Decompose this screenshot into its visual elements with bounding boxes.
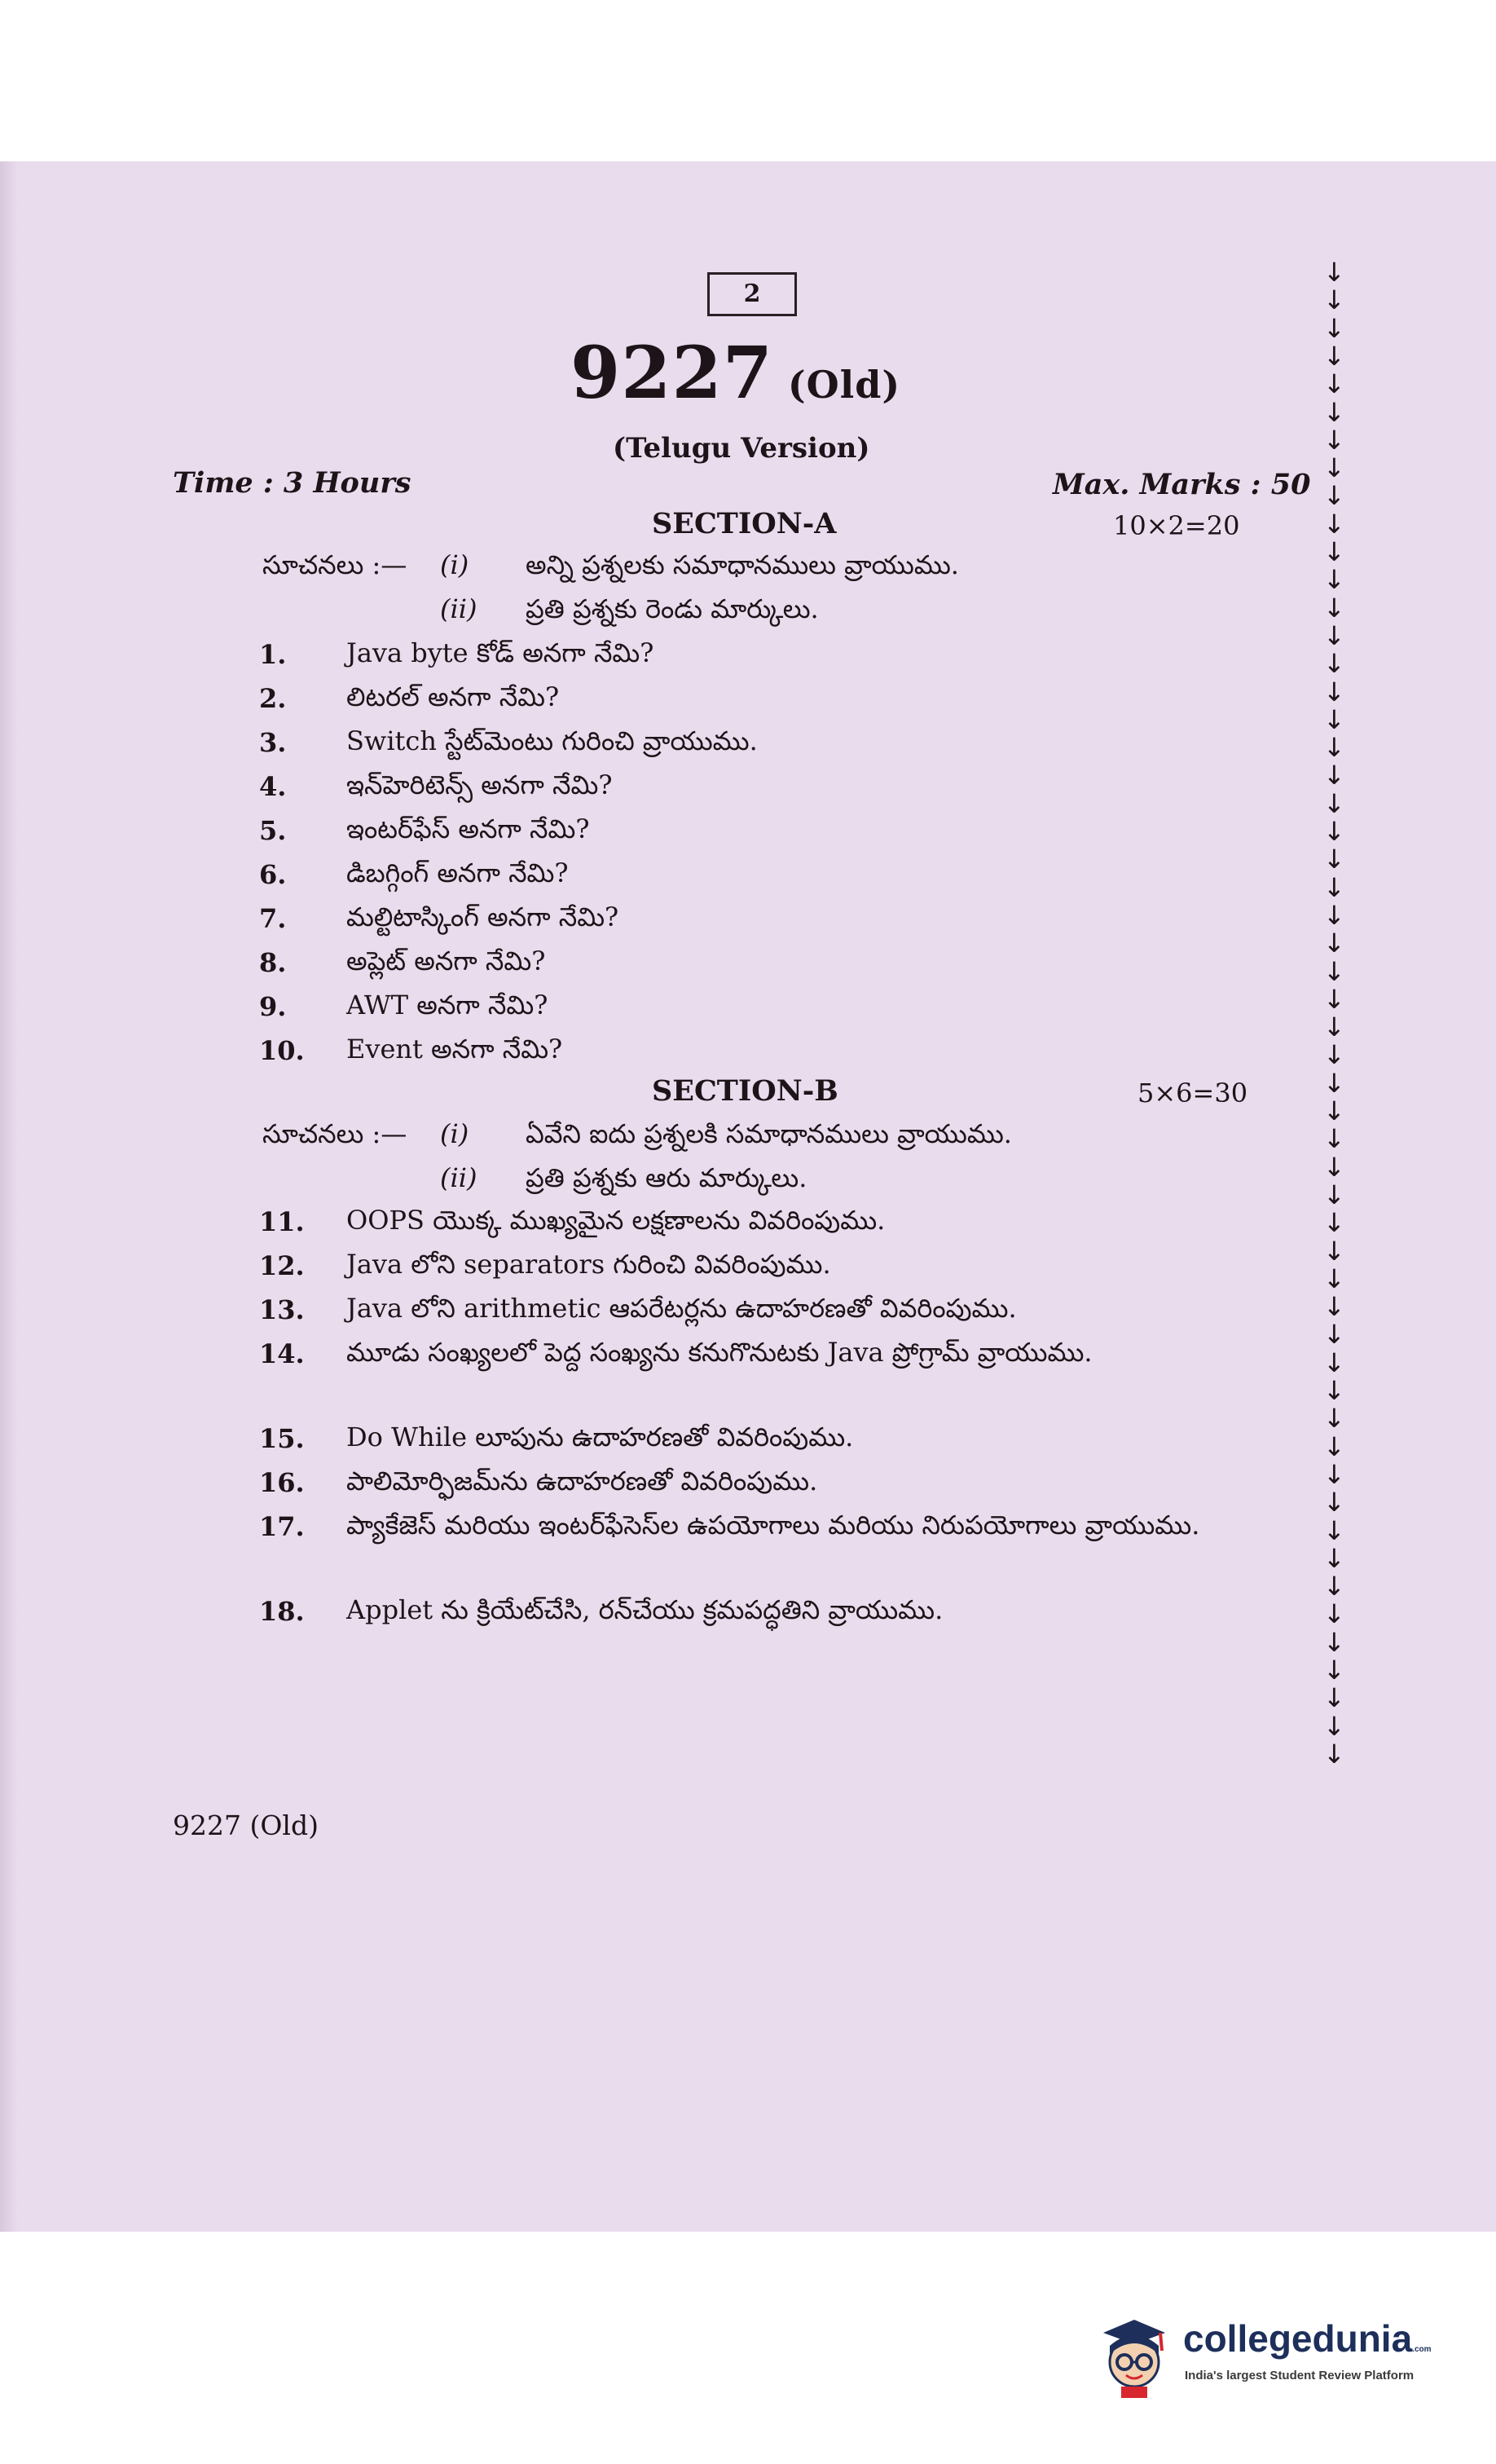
question-number: 11.	[259, 1206, 305, 1237]
section-a-title: SECTION-A	[652, 507, 837, 540]
arrow-down-icon: ↓	[1323, 1487, 1345, 1519]
footer-code: 9227 (Old)	[173, 1809, 319, 1841]
arrow-down-icon: ↓	[1323, 508, 1345, 540]
arrow-down-icon: ↓	[1323, 536, 1345, 567]
arrow-down-icon: ↓	[1323, 676, 1345, 707]
paper-code	[570, 330, 900, 415]
arrow-down-icon: ↓	[1323, 928, 1345, 959]
arrow-down-icon: ↓	[1323, 703, 1345, 735]
question-text: Applet ను క్రియేట్‌చేసి, రన్‌చేయు క్రమపద్ధతిని వ్రాయుము.	[346, 1594, 944, 1625]
arrow-down-icon: ↓	[1323, 480, 1345, 512]
arrow-down-icon: ↓	[1323, 340, 1345, 372]
section-b-note-text: ప్రతి ప్రశ్నకు ఆరు మార్కులు.	[526, 1162, 807, 1193]
section-b-note-label: సూచనలు :—	[262, 1118, 407, 1149]
question-text: లిటరల్ అనగా నేమి?	[346, 681, 560, 712]
arrow-down-icon: ↓	[1323, 424, 1345, 456]
question-text: ప్యాకేజెస్ మరియు ఇంటర్‌ఫేసెస్‌ల ఉపయోగాలు మరియు నిరుపయోగాలు వ్రాయుము.	[346, 1510, 1200, 1541]
question-number: 1.	[259, 639, 287, 670]
question-text: Switch స్టేట్‌మెంటు గురించి వ్రాయుము.	[346, 725, 758, 756]
arrow-down-icon: ↓	[1323, 732, 1345, 764]
question-text: AWT అనగా నేమి?	[346, 990, 548, 1020]
question-number: 2.	[259, 683, 287, 714]
arrow-down-icon: ↓	[1323, 1151, 1345, 1183]
arrow-down-icon: ↓	[1323, 760, 1345, 791]
arrow-down-icon: ↓	[1323, 1207, 1345, 1239]
arrow-down-icon: ↓	[1323, 1598, 1345, 1630]
arrow-down-icon: ↓	[1323, 564, 1345, 596]
logo-brand	[1183, 2316, 1432, 2360]
section-a-note-text: అన్ని ప్రశ్నలకు సమాధానములు వ్రాయుము.	[526, 549, 959, 580]
arrow-down-icon: ↓	[1323, 284, 1345, 316]
question-text: ఇంటర్‌ఫేస్ అనగా నేమి?	[346, 813, 590, 844]
arrow-down-icon: ↓	[1323, 1626, 1345, 1658]
arrow-down-icon: ↓	[1323, 1403, 1345, 1435]
arrow-down-icon: ↓	[1323, 1263, 1345, 1294]
arrow-down-icon: ↓	[1323, 1095, 1345, 1126]
arrow-down-icon: ↓	[1323, 983, 1345, 1015]
question-text: మల్టిటాస్కింగ్ అనగా నేమి?	[346, 901, 619, 932]
arrow-down-icon: ↓	[1323, 871, 1345, 903]
arrow-down-icon: ↓	[1323, 592, 1345, 624]
question-number: 13.	[259, 1294, 305, 1325]
arrow-down-icon: ↓	[1323, 1682, 1345, 1714]
question-number: 15.	[259, 1423, 305, 1454]
time-label: Time : 3 Hours	[173, 466, 411, 500]
question-text: అప్లెట్ అనగా నేమి?	[346, 945, 546, 976]
section-a-note-index: (i)	[440, 549, 469, 580]
arrow-down-icon: ↓	[1323, 1738, 1345, 1770]
arrow-down-icon: ↓	[1323, 619, 1345, 651]
mascot-icon	[1092, 2308, 1177, 2398]
paper-code-number: 9227	[570, 330, 773, 415]
arrow-down-icon: ↓	[1323, 1179, 1345, 1210]
arrow-down-icon: ↓	[1323, 1347, 1345, 1378]
arrow-down-icon: ↓	[1323, 1542, 1345, 1574]
question-number: 10.	[259, 1035, 305, 1066]
question-text: Event అనగా నేమి?	[346, 1034, 563, 1065]
page-number-box: 2	[707, 272, 797, 316]
arrow-down-icon: ↓	[1323, 648, 1345, 680]
question-number: 9.	[259, 991, 287, 1022]
question-number: 4.	[259, 771, 287, 802]
section-a-marks: 10×2=20	[1113, 510, 1240, 541]
question-text: Java byte కోడ్ అనగా నేమి?	[346, 637, 654, 668]
collegedunia-logo	[1092, 2308, 1467, 2406]
section-a-note-index: (ii)	[440, 593, 477, 624]
question-number: 12.	[259, 1250, 305, 1281]
arrow-down-icon: ↓	[1323, 1375, 1345, 1406]
question-number: 8.	[259, 947, 287, 978]
arrow-down-icon: ↓	[1323, 1235, 1345, 1267]
question-number: 14.	[259, 1338, 305, 1369]
arrow-down-icon: ↓	[1323, 1291, 1345, 1323]
question-number: 16.	[259, 1467, 305, 1498]
question-text: OOPS యొక్క ముఖ్యమైన లక్షణాలను వివరింపుము.	[346, 1205, 886, 1236]
arrow-down-icon: ↓	[1323, 1039, 1345, 1071]
arrow-down-icon: ↓	[1323, 955, 1345, 987]
arrow-down-icon: ↓	[1323, 844, 1345, 875]
logo-tagline: India's largest Student Review Platform	[1185, 2369, 1415, 2382]
question-number: 17.	[259, 1511, 305, 1542]
logo-brand-suffix: .com	[1412, 2345, 1432, 2354]
section-a-note-text: ప్రతి ప్రశ్నకు రెండు మార్కులు.	[526, 593, 819, 624]
question-text: Java లోని separators గురించి వివరింపుము.	[346, 1249, 831, 1280]
arrow-down-icon: ↓	[1323, 1319, 1345, 1351]
arrow-down-icon: ↓	[1323, 1514, 1345, 1546]
question-text: డిబగ్గింగ్ అనగా నేమి?	[346, 857, 569, 888]
arrow-down-icon: ↓	[1323, 257, 1345, 288]
question-text: ఇన్‌హెరిటెన్స్ అనగా నేమి?	[346, 769, 613, 800]
paper-code-suffix: (Old)	[787, 363, 901, 407]
section-b-note-text: ఏవేని ఐదు ప్రశ్నలకి సమాధానములు వ్రాయుము.	[526, 1118, 1012, 1149]
arrow-down-icon: ↓	[1323, 452, 1345, 484]
arrow-down-icon: ↓	[1323, 1123, 1345, 1155]
arrow-down-icon: ↓	[1323, 787, 1345, 819]
section-b-note-index: (ii)	[440, 1162, 477, 1193]
section-b-marks: 5×6=30	[1137, 1078, 1248, 1109]
max-marks-label: Max. Marks : 50	[1053, 468, 1311, 501]
question-number: 6.	[259, 859, 287, 890]
arrow-down-icon: ↓	[1323, 899, 1345, 931]
version-label: (Telugu Version)	[613, 432, 870, 465]
section-b-note-index: (i)	[440, 1118, 469, 1149]
logo-brand-text: collegedunia	[1183, 2317, 1413, 2360]
arrow-down-icon: ↓	[1323, 1012, 1345, 1043]
question-number: 3.	[259, 727, 287, 758]
question-text: మూడు సంఖ్యలలో పెద్ద సంఖ్యను కనుగొనుటకు Java ప్రోగ్రామ్ వ్రాయుము.	[346, 1337, 1093, 1368]
arrow-down-icon: ↓	[1323, 1067, 1345, 1099]
arrow-down-icon: ↓	[1323, 1710, 1345, 1742]
arrow-down-icon: ↓	[1323, 1655, 1345, 1686]
question-number: 18.	[259, 1596, 305, 1627]
arrow-down-icon: ↓	[1323, 816, 1345, 847]
section-b-title: SECTION-B	[652, 1074, 838, 1108]
arrow-down-icon: ↓	[1323, 312, 1345, 344]
question-text: Do While లూపును ఉదాహరణతో వివరింపుము.	[346, 1422, 854, 1452]
arrow-down-icon: ↓	[1323, 1458, 1345, 1490]
question-number: 5.	[259, 815, 287, 846]
arrow-down-icon: ↓	[1323, 396, 1345, 428]
question-text: పాలిమోర్ఫిజమ్‌ను ఉదాహరణతో వివరింపుము.	[346, 1466, 818, 1496]
arrow-down-icon: ↓	[1323, 368, 1345, 400]
section-a-note-label: సూచనలు :—	[262, 549, 407, 580]
arrow-down-icon: ↓	[1323, 1571, 1345, 1602]
question-number: 7.	[259, 903, 287, 934]
question-text: Java లోని arithmetic ఆపరేటర్లను ఉదాహరణతో వివరింపుము.	[346, 1293, 1017, 1324]
arrow-down-icon: ↓	[1323, 1430, 1345, 1462]
